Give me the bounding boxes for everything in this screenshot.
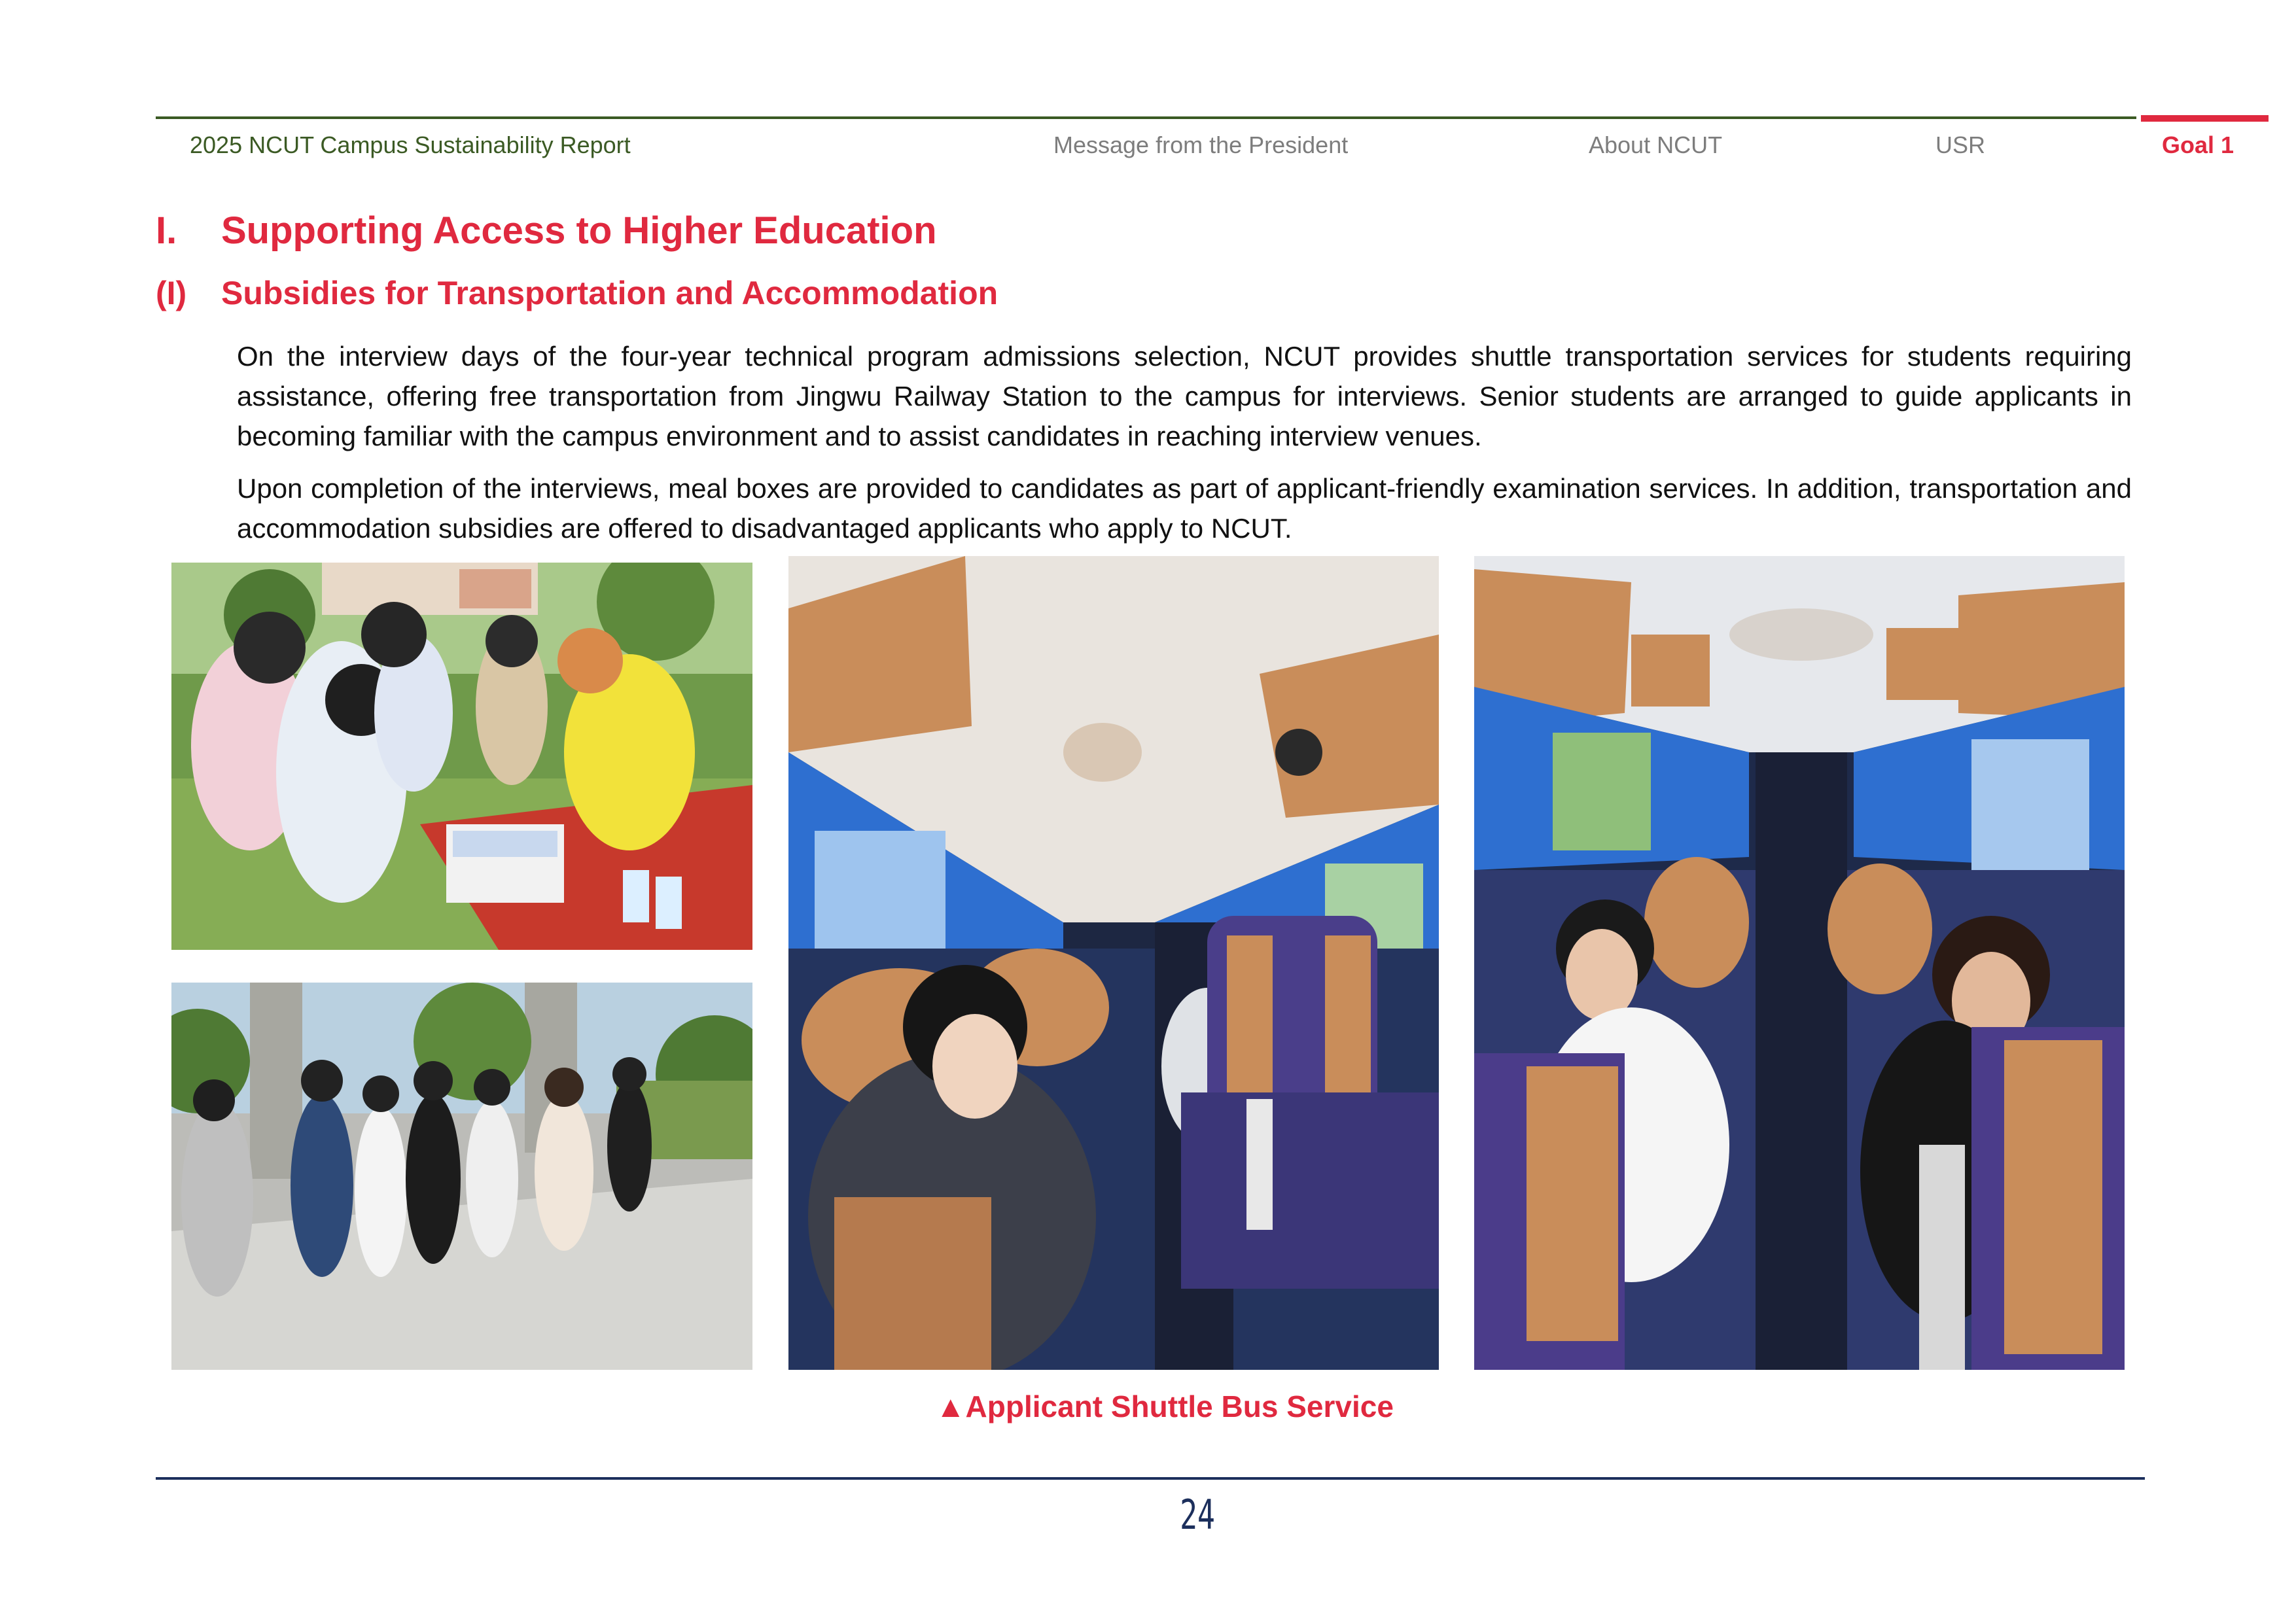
page-number: 24 [1180,1491,1215,1539]
triangle-up-icon: ▲ [936,1389,966,1423]
photo-registration-booth [171,563,752,950]
section-heading [156,208,937,254]
photo-students-gathering [171,983,752,1370]
subsection-title: Subsidies for Transportation and Accommodation [221,275,998,311]
nav-link-president[interactable]: Message from the President [1053,131,1349,158]
active-tab-indicator [2141,115,2269,122]
figure-caption-text: Applicant Shuttle Bus Service [965,1389,1394,1423]
subsection-number: (I) [156,275,187,311]
section-title: Supporting Access to Higher Education [221,209,937,252]
photo-bus-interior-aisle [788,556,1439,1370]
paragraph-shuttle-service: On the interview days of the four-year technical program admissions selection, NCUT provides shuttle transportation services for students requiring assistance, offering free transportation from Jingwu Railway Station to the campus for interviews. Senior students are arranged to guide applicants in becoming familiar with the campus environment and to assist candidates in reaching interview venues. [237,341,2132,451]
subsection-heading [156,273,998,313]
paragraph-subsidies: Upon completion of the interviews, meal boxes are provided to candidates as part of applicant-friendly examination services. In addition, transportation and accommodation subsidies are offered to disadvantaged applicants who apply to NCUT. [237,473,2132,544]
nav-link-goal-1[interactable]: Goal 1 [2162,131,2234,158]
report-title: 2025 NCUT Campus Sustainability Report [190,131,631,158]
photo-bus-interior-passengers [1474,556,2125,1370]
header-rule [156,116,2136,119]
figure-caption [936,1388,1394,1425]
nav-link-about[interactable]: About NCUT [1589,131,1723,158]
nav-link-usr[interactable]: USR [1935,131,1986,158]
footer-rule [156,1477,2145,1480]
section-number: I. [156,209,177,252]
